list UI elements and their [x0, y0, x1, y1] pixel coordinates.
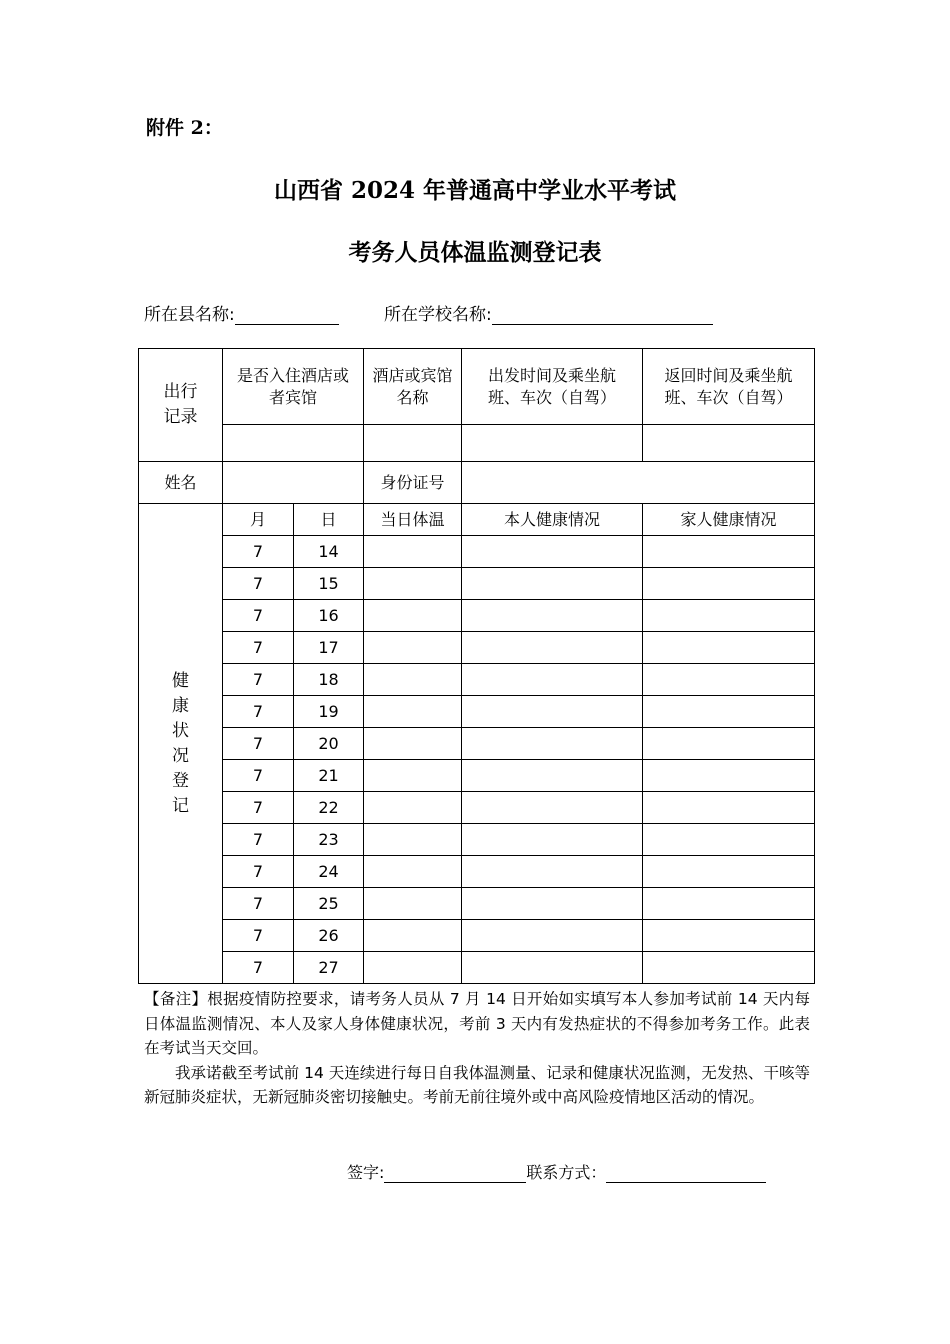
table-row — [139, 920, 815, 952]
day-header: 日 — [294, 504, 364, 536]
temperature-cell[interactable] — [364, 632, 462, 664]
signature-label: 签字: — [347, 1163, 385, 1182]
temperature-cell[interactable] — [364, 664, 462, 696]
signature-blank[interactable] — [384, 1164, 526, 1183]
month-cell: 7 — [223, 760, 294, 792]
self-health-cell[interactable] — [462, 632, 643, 664]
month-cell: 7 — [223, 824, 294, 856]
county-label: 所在县名称: — [144, 305, 235, 325]
attachment-label: 附件 2： — [146, 117, 223, 139]
registration-form — [138, 348, 815, 984]
name-input-cell[interactable] — [223, 462, 364, 504]
departure-cell[interactable] — [462, 425, 643, 462]
self-health-cell[interactable] — [462, 696, 643, 728]
day-cell: 25 — [294, 888, 364, 920]
table-row — [139, 696, 815, 728]
month-cell: 7 — [223, 664, 294, 696]
page-subtitle: 考务人员体温监测登记表 — [348, 239, 602, 266]
month-cell: 7 — [223, 856, 294, 888]
self-health-cell[interactable] — [462, 792, 643, 824]
temperature-cell[interactable] — [364, 568, 462, 600]
month-cell: 7 — [223, 600, 294, 632]
remark-text: 【备注】根据疫情防控要求，请考务人员从 7 月 14 日开始如实填写本人参加考试前 14 天内每日体温监测情况、本人及家人身体健康状况，考前 3 天内有发热症状的不得参加考务工作。此表在考试当天交回。 — [144, 990, 810, 1057]
self-health-header: 本人健康情况 — [462, 504, 643, 536]
return-cell[interactable] — [643, 425, 815, 462]
self-health-cell[interactable] — [462, 568, 643, 600]
county-blank[interactable] — [235, 306, 339, 325]
id-number-label: 身份证号 — [364, 462, 462, 504]
self-health-cell[interactable] — [462, 664, 643, 696]
table-row — [139, 664, 815, 696]
school-blank[interactable] — [492, 306, 713, 325]
pledge-text: 我承诺截至考试前 14 天连续进行每日自我体温测量、记录和健康状况监测，无发热、干咳等新冠肺炎症状，无新冠肺炎密切接触史。考前无前往境外或中高风险疫情地区活动的情况。 — [144, 1063, 810, 1106]
self-health-cell[interactable] — [462, 856, 643, 888]
temperature-cell[interactable] — [364, 792, 462, 824]
month-cell: 7 — [223, 728, 294, 760]
temperature-cell[interactable] — [364, 824, 462, 856]
health-record-label: 健康状况登记 — [139, 504, 223, 984]
family-health-cell[interactable] — [643, 536, 815, 568]
self-health-cell[interactable] — [462, 824, 643, 856]
month-cell: 7 — [223, 920, 294, 952]
self-health-cell[interactable] — [462, 728, 643, 760]
travel-header-return: 返回时间及乘坐航班、车次（自驾） — [643, 349, 815, 425]
family-health-cell[interactable] — [643, 664, 815, 696]
temperature-cell[interactable] — [364, 952, 462, 984]
day-cell: 23 — [294, 824, 364, 856]
school-label: 所在学校名称: — [384, 305, 492, 325]
day-cell: 16 — [294, 600, 364, 632]
day-cell: 14 — [294, 536, 364, 568]
table-row — [139, 824, 815, 856]
family-health-cell[interactable] — [643, 920, 815, 952]
day-cell: 27 — [294, 952, 364, 984]
hotel-stay-cell[interactable] — [223, 425, 364, 462]
family-health-cell[interactable] — [643, 568, 815, 600]
day-cell: 21 — [294, 760, 364, 792]
self-health-cell[interactable] — [462, 952, 643, 984]
family-health-cell[interactable] — [643, 792, 815, 824]
contact-label: 联系方式： — [526, 1163, 607, 1182]
month-cell: 7 — [223, 536, 294, 568]
table-row — [139, 632, 815, 664]
family-health-cell[interactable] — [643, 952, 815, 984]
table-row — [139, 792, 815, 824]
family-health-cell[interactable] — [643, 760, 815, 792]
self-health-cell[interactable] — [462, 888, 643, 920]
day-cell: 18 — [294, 664, 364, 696]
travel-header-hotel-name: 酒店或宾馆名称 — [364, 349, 462, 425]
table-row — [139, 760, 815, 792]
month-cell: 7 — [223, 888, 294, 920]
temperature-cell[interactable] — [364, 600, 462, 632]
family-health-cell[interactable] — [643, 632, 815, 664]
temperature-header: 当日体温 — [364, 504, 462, 536]
table-row — [139, 952, 815, 984]
signature-area — [347, 1160, 766, 1183]
day-cell: 19 — [294, 696, 364, 728]
self-health-cell[interactable] — [462, 760, 643, 792]
family-health-cell[interactable] — [643, 696, 815, 728]
self-health-cell[interactable] — [462, 920, 643, 952]
family-health-cell[interactable] — [643, 600, 815, 632]
temperature-cell[interactable] — [364, 920, 462, 952]
month-cell: 7 — [223, 952, 294, 984]
family-health-cell[interactable] — [643, 856, 815, 888]
day-cell: 17 — [294, 632, 364, 664]
table-row — [139, 888, 815, 920]
notes-section — [144, 987, 810, 1110]
family-health-cell[interactable] — [643, 888, 815, 920]
month-cell: 7 — [223, 632, 294, 664]
travel-header-hotel-stay: 是否入住酒店或者宾馆 — [223, 349, 364, 425]
table-row — [139, 536, 815, 568]
day-cell: 20 — [294, 728, 364, 760]
day-cell: 26 — [294, 920, 364, 952]
temperature-cell[interactable] — [364, 856, 462, 888]
month-cell: 7 — [223, 792, 294, 824]
travel-header-departure: 出发时间及乘坐航班、车次（自驾） — [462, 349, 643, 425]
month-header: 月 — [223, 504, 294, 536]
temperature-cell[interactable] — [364, 728, 462, 760]
table-row — [139, 856, 815, 888]
family-health-cell[interactable] — [643, 728, 815, 760]
family-health-cell[interactable] — [643, 824, 815, 856]
page-title: 山西省 2024 年普通高中学业水平考试 — [273, 177, 677, 204]
contact-blank[interactable] — [606, 1164, 766, 1183]
day-cell: 22 — [294, 792, 364, 824]
county-field[interactable] — [144, 300, 339, 325]
temperature-cell[interactable] — [364, 696, 462, 728]
travel-record-label: 出行记录 — [139, 349, 223, 462]
day-cell: 15 — [294, 568, 364, 600]
name-label: 姓名 — [139, 462, 223, 504]
self-health-cell[interactable] — [462, 600, 643, 632]
id-number-input-cell[interactable] — [462, 462, 815, 504]
family-health-header: 家人健康情况 — [643, 504, 815, 536]
temperature-cell[interactable] — [364, 760, 462, 792]
hotel-name-cell[interactable] — [364, 425, 462, 462]
temperature-cell[interactable] — [364, 536, 462, 568]
month-cell: 7 — [223, 696, 294, 728]
table-row — [139, 600, 815, 632]
table-row — [139, 568, 815, 600]
self-health-cell[interactable] — [462, 536, 643, 568]
temperature-cell[interactable] — [364, 888, 462, 920]
school-field[interactable] — [384, 300, 713, 325]
table-row — [139, 728, 815, 760]
month-cell: 7 — [223, 568, 294, 600]
day-cell: 24 — [294, 856, 364, 888]
